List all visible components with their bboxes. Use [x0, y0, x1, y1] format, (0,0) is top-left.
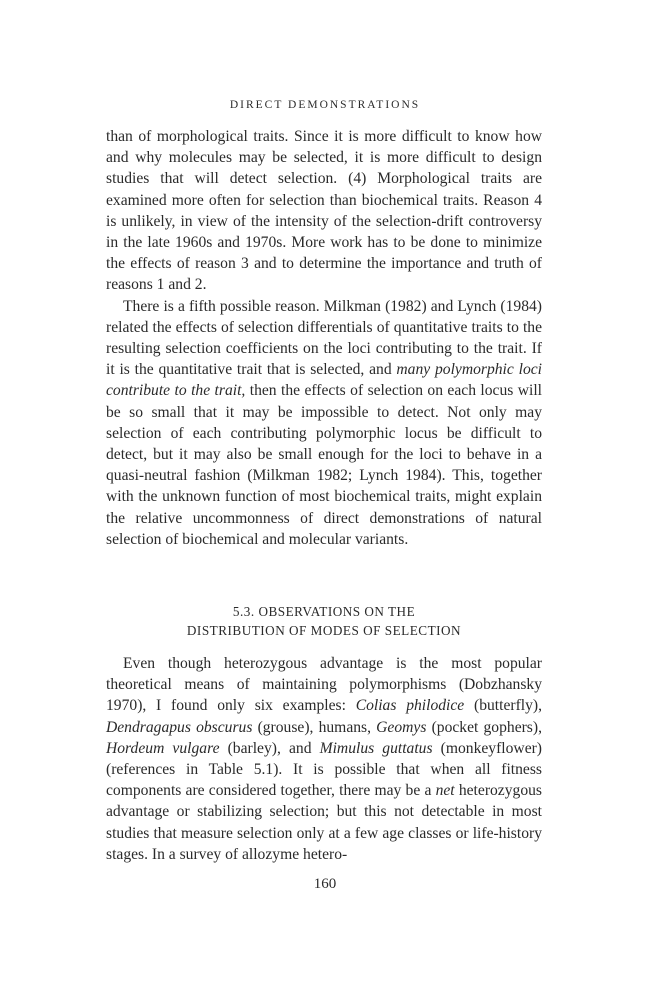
paragraph-text: (pocket gophers),: [426, 718, 542, 736]
italic-phrase: many polymorphic loci contribute to the trait,: [106, 361, 542, 400]
section-heading-line-1: 5.3. OBSERVATIONS ON THE: [232, 604, 416, 619]
body-text-top: [106, 126, 542, 550]
species-name: Hordeum vulgare: [106, 739, 220, 757]
section-heading: [106, 602, 542, 640]
species-name: Colias philodice: [355, 697, 465, 715]
species-name: Geomys: [376, 718, 427, 736]
running-head: DIRECT DEMONSTRATIONS: [229, 99, 421, 111]
paragraph-text: (grouse), humans,: [252, 718, 377, 736]
page-number: 160: [313, 876, 337, 892]
species-name: Mimulus guttatus: [319, 739, 433, 757]
species-name: Dendragapus obscurus: [106, 718, 253, 736]
body-text-bottom: [106, 653, 542, 865]
paragraph-heterozygous-advantage: [106, 653, 542, 865]
paragraph-fifth-reason: [106, 296, 542, 550]
paragraph-text: (barley), and: [219, 739, 320, 757]
italic-word-net: net: [435, 782, 455, 800]
paragraph-continuation: than of morphological traits. Since it is more difficult to know how and why molecules may be selected, it is more difficult to design studies that will detect selection. (4) Morphological traits are examined more often for selection than biochemical traits. Reason 4 is unlikely, in view of the intensity of the selection-drift controversy in the late 1960s and 1970s. More work has to be done to minimize the effects of reason 3 and to determine the importance and truth of reasons 1 and 2.: [106, 128, 542, 294]
paragraph-text: heterozygous advantage or stabilizing selection; but this not detectable in most studies that measure selection only at a few age classes or life-history stages. In a survey of allozyme hetero-: [106, 782, 542, 863]
paragraph-text: Even though heterozygous advantage is the most popular theoretical means of maintaining polymorphisms (Dobzhansky 1970), I found only six examples:: [106, 655, 542, 715]
paragraph-text: There is a fifth possible reason. Milkman (1982) and Lynch (1984) related the effects of selection differentials of quantitative traits to the resulting selection coefficients on the loci contributing to the trait. If it is the quantitative trait that is selected, and: [106, 297, 542, 379]
paragraph-text: (butterfly),: [464, 697, 542, 715]
paragraph-text: (monkeyflower) (references in Table 5.1). It is possible that when all fitness components are considered together, there may be a: [106, 739, 542, 800]
section-heading-line-2: DISTRIBUTION OF MODES OF SELECTION: [186, 623, 462, 638]
paragraph-text: then the effects of selection on each locus will be so small that it may be impossible to detect. Not only may selection of each contributing polymorphic locus be difficult to detect, but it may also be small enough for the loci to behave in a quasi-neutral fashion (Milkman 1982; Lynch 1984). This, together with the unknown function of most biochemical traits, might explain the relative uncommonness of direct demonstrations of natural selection of biochemical and molecular variants.: [106, 382, 543, 548]
